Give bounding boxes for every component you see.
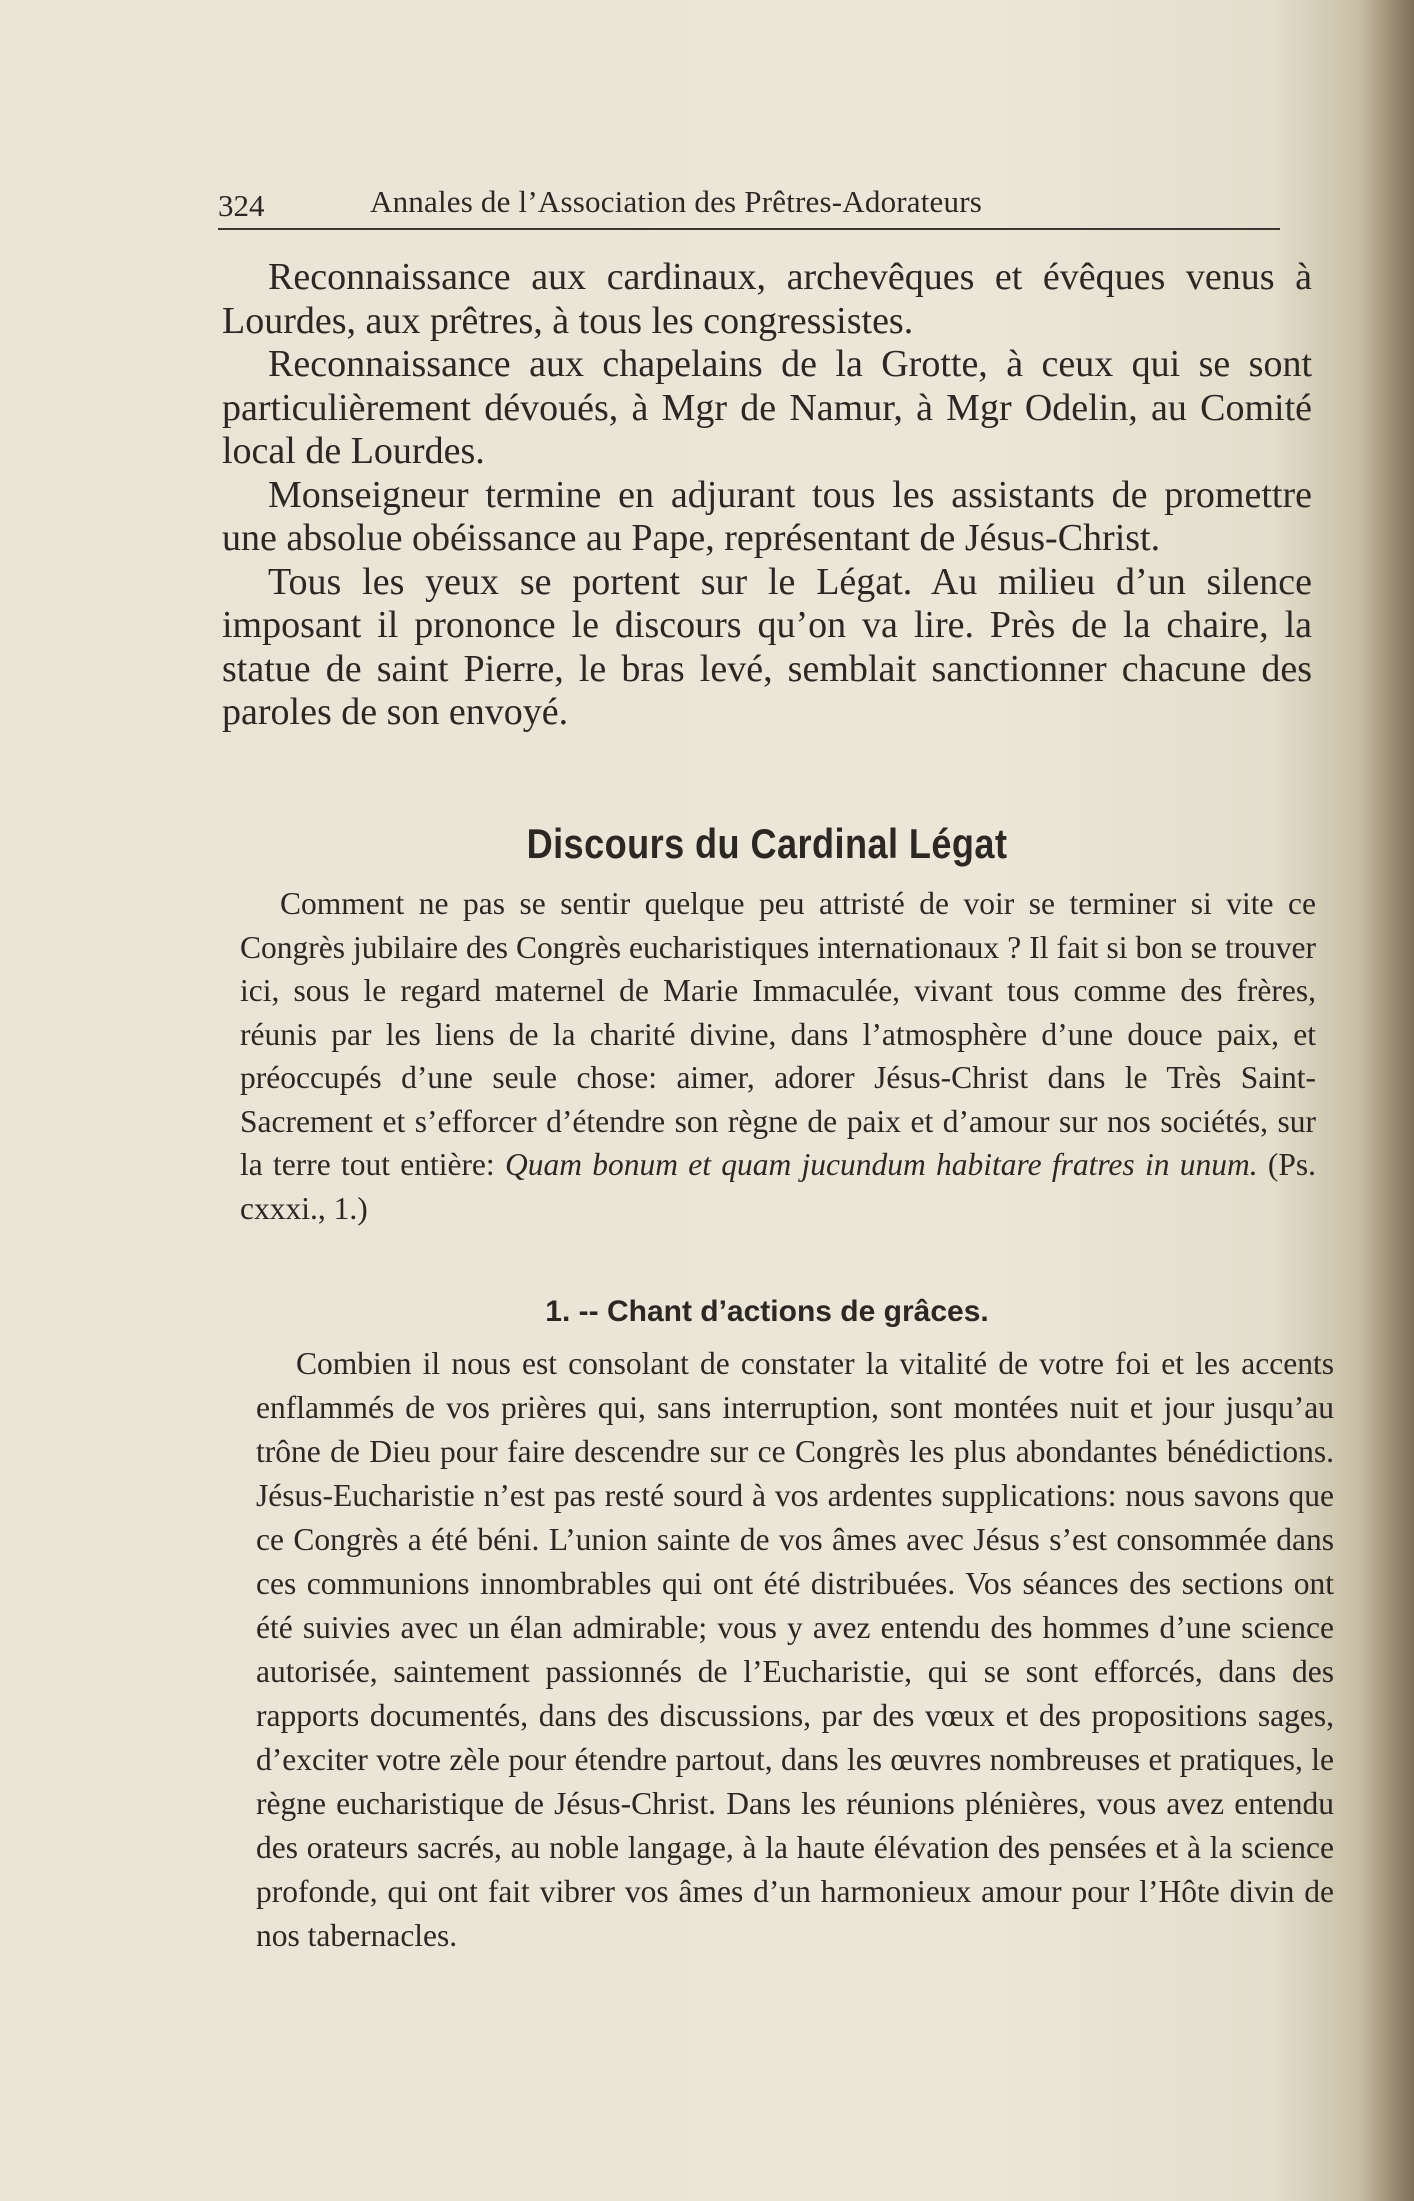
intro-paragraph: Reconnaissance aux chapelains de la Grotte, à ceux qui se sont particulièrement dévoués, à Mgr de Namur, à Mgr Odelin, au Comité local de Lourdes.	[222, 343, 1312, 472]
running-title: Annales de l’Association des Prêtres-Adorateurs	[370, 184, 983, 219]
speech-title: Discours du Cardinal Légat	[526, 820, 1008, 867]
subsection-title: 1. -- Chant d’actions de grâces.	[545, 1295, 989, 1328]
section-1-block	[256, 1342, 1334, 1958]
intro-text-block	[222, 256, 1312, 735]
speech-intro-block	[240, 882, 1316, 1230]
intro-paragraph: Reconnaissance aux cardinaux, archevêques et évêques venus à Lourdes, aux prêtres, à tous les congressistes.	[222, 256, 1312, 342]
page-edge-shadow	[1360, 0, 1414, 2201]
speech-intro-paragraph	[240, 882, 1316, 1230]
psalm-citation: (Ps. cxxxi., 1.)	[240, 1147, 1317, 1226]
intro-paragraph: Tous les yeux se portent sur le Légat. Au milieu d’un silence imposant il prononce le discours qu’on va lire. Près de la chaire, la statue de saint Pierre, le bras levé, semblait sanctionner chacune des paroles de son envoyé.	[222, 560, 1312, 733]
intro-paragraph: Monseigneur termine en adjurant tous les assistants de promettre une absolue obéissance au Pape, représentant de Jésus-Christ.	[222, 473, 1312, 559]
page-number: 324	[218, 188, 265, 223]
speech-intro-text: Comment ne pas se sentir quelque peu attristé de voir se terminer si vite ce Congrès jubilaire des Congrès eucharistiques internationaux ? Il fait si bon se trouver ici, sous le regard maternel de Marie Immaculée, vivant tous comme des frères, réunis par les liens de la charité divine, dans l’atmosphère d’une douce paix, et préoccupés d’une seule chose: aimer, adorer Jésus-Christ dans le Très Saint-Sacrement et s’efforcer d’étendre son règne de paix et d’amour sur nos sociétés, sur la terre tout entière:	[240, 886, 1316, 1182]
section-1-paragraph: Combien il nous est consolant de constater la vitalité de votre foi et les accents enflammés de vos prières qui, sans interruption, sont montées nuit et jour jusqu’au trône de Dieu pour faire descendre sur ce Congrès les plus abondantes bénédictions. Jésus-Eucharistie n’est pas resté sourd à vos ardentes supplications: nous savons que ce Congrès a été béni. L’union sainte de vos âmes avec Jésus s’est consommée dans ces communions innombrables qui ont été distribuées. Vos séances des sections ont été suivies avec un élan admirable; vous y avez entendu des hommes d’une science autorisée, saintement passionnés de l’Eucharistie, qui se sont efforcés, dans des rapports documentés, dans des discussions, par des vœux et des propositions sages, d’exciter votre zèle pour étendre partout, dans les œuvres nombreuses et pratiques, le règne eucharistique de Jésus-Christ. Dans les réunions plénières, vous avez entendu des orateurs sacrés, au noble langage, à la haute élévation des pensées et à la science profonde, qui ont fait vibrer vos âmes d’un harmonieux amour pour l’Hôte divin de nos tabernacles.	[256, 1346, 1334, 1953]
latin-quote: Quam bonum et quam jucundum habitare fratres in unum.	[504, 1147, 1258, 1182]
running-header	[218, 184, 1280, 230]
